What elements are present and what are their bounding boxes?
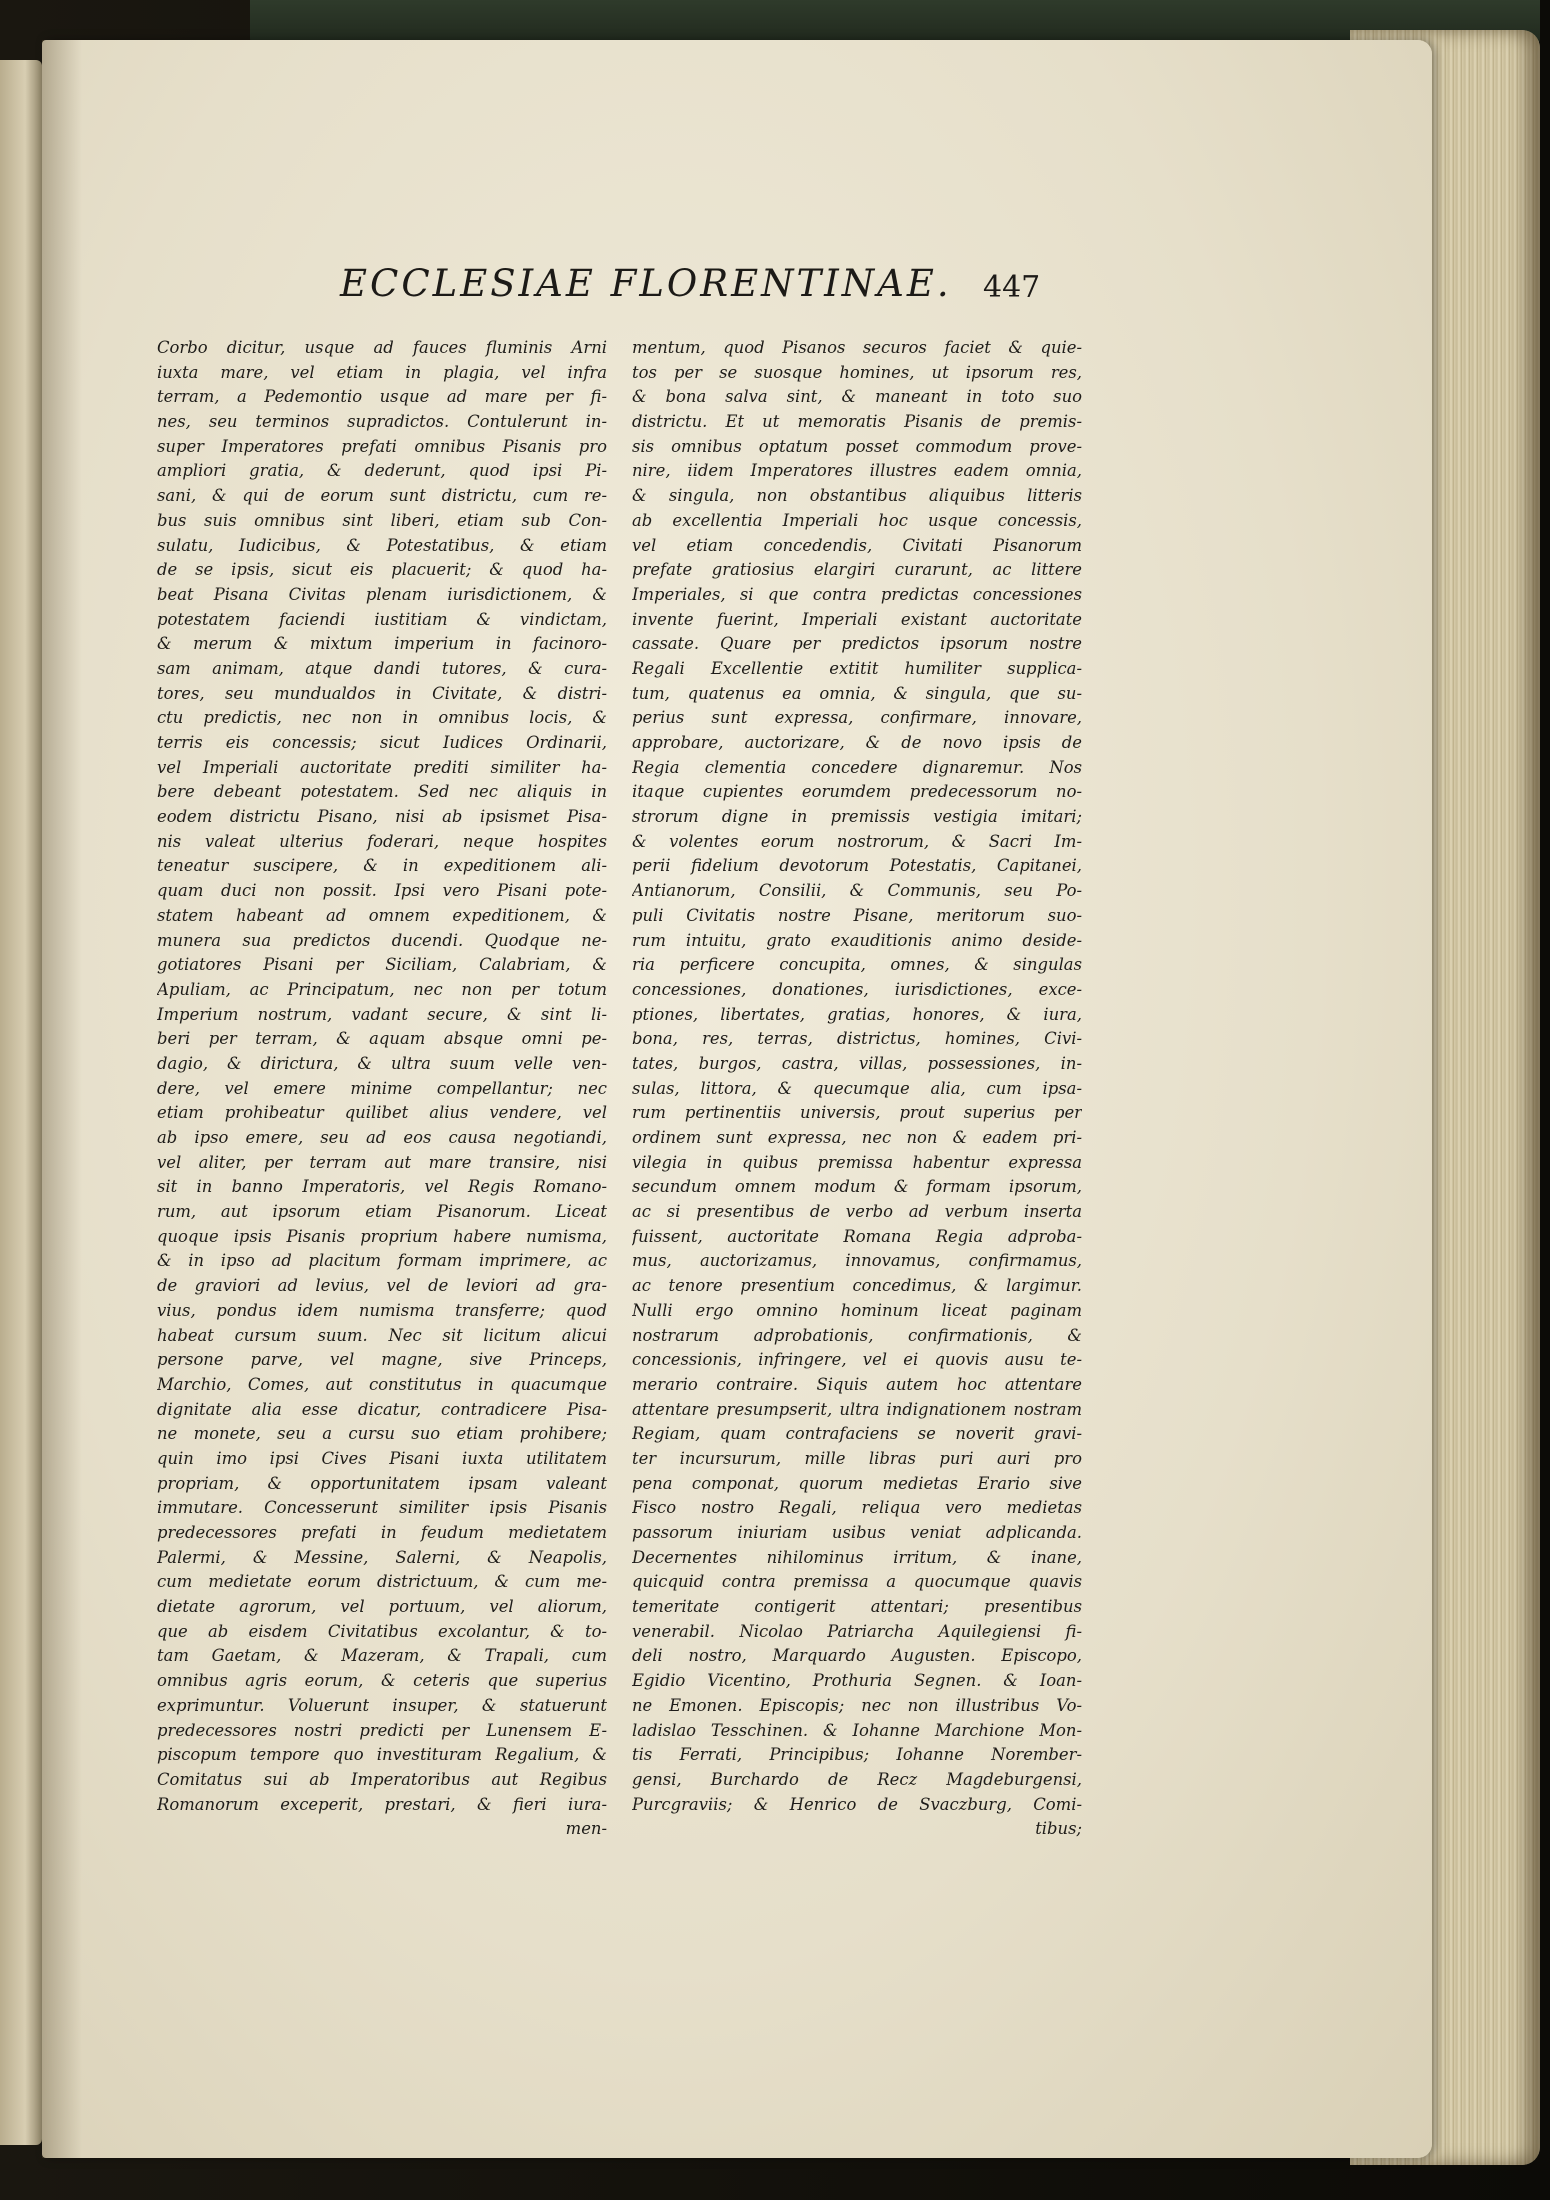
facing-page-edge <box>0 60 42 2145</box>
text-line: dietate agrorum, vel portuum, vel aliorum, <box>157 1597 607 1617</box>
text-line: etiam prohibeatur quilibet alius vendere, vel <box>157 1103 607 1123</box>
text-line: ordinem sunt expressa, nec non & eadem pri- <box>632 1128 1082 1147</box>
text-line: & merum & mixtum imperium in facinoro- <box>157 634 607 654</box>
text-line: omnibus agris eorum, & ceteris que superius <box>157 1671 607 1691</box>
text-line: concessionis, infringere, vel ei quovis ausu te- <box>632 1350 1082 1370</box>
text-line: invente fuerint, Imperiali existant auctoritate <box>632 609 1082 629</box>
text-line: nes, seu terminos supradictos. Contulerunt in- <box>157 412 607 432</box>
text-line: merario contraire. Siquis autem hoc attentare <box>632 1374 1082 1394</box>
text-line: rum pertinentiis universis, prout superius per <box>632 1103 1082 1123</box>
text-line: Nulli ergo omnino hominum liceat paginam <box>632 1300 1082 1320</box>
text-line: mentum, quod Pisanos securos faciet & quie- <box>632 338 1082 357</box>
text-line: rum, aut ipsorum etiam Pisanorum. Liceat <box>157 1202 607 1222</box>
text-line: de se ipsis, sicut eis placuerit; & quod ha- <box>157 560 607 580</box>
text-line: de graviori ad levius, vel de leviori ad gra- <box>157 1276 607 1296</box>
text-line: que ab eisdem Civitatibus excolantur, & to- <box>157 1621 607 1641</box>
text-line: Regali Excellentie extitit humiliter supplica- <box>632 658 1082 678</box>
text-line: ampliori gratia, & dederunt, quod ipsi Pi- <box>157 461 607 481</box>
text-line: quicquid contra premissa a quocumque quavis <box>632 1572 1082 1592</box>
text-line: bus suis omnibus sint liberi, etiam sub Con- <box>157 510 607 530</box>
text-line: sani, & qui de eorum sunt districtu, cum re- <box>157 486 607 506</box>
text-line: munera sua predictos ducendi. Quodque ne- <box>157 930 607 950</box>
text-line: mus, auctorizamus, innovamus, confirmamus, <box>632 1251 1082 1271</box>
text-line: sulas, littora, & quecumque alia, cum ipsa- <box>632 1078 1082 1098</box>
text-line: dagio, & dirictura, & ultra suum velle ven- <box>157 1053 607 1073</box>
text-line: attentare presumpserit, ultra indignationem nostram <box>632 1399 1082 1419</box>
text-line: eodem districtu Pisano, nisi ab ipsismet Pisa- <box>157 807 607 827</box>
text-line: ab excellentia Imperiali hoc usque concessis, <box>632 510 1082 530</box>
text-line: persone parve, vel magne, sive Princeps, <box>157 1350 607 1370</box>
text-line: Comitatus sui ab Imperatoribus aut Regibus <box>157 1769 607 1789</box>
text-line: men- <box>565 1819 607 1839</box>
text-line: super Imperatores prefati omnibus Pisanis pro <box>157 436 607 456</box>
text-line: vilegia in quibus premissa habentur expressa <box>632 1152 1082 1172</box>
text-line: beat Pisana Civitas plenam iurisdictionem, & <box>157 584 607 604</box>
text-line: tis Ferrati, Principibus; Iohanne Norember- <box>632 1745 1082 1765</box>
page-gutter <box>42 40 82 2158</box>
text-line: Palermi, & Messine, Salerni, & Neapolis, <box>157 1547 607 1567</box>
text-line: strorum digne in premissis vestigia imitari; <box>632 807 1082 827</box>
text-line: Romanorum exceperit, prestari, & fieri iura- <box>157 1794 607 1814</box>
text-line: passorum iniuriam usibus veniat adplicanda. <box>632 1523 1082 1542</box>
text-line: Decernentes nihilominus irritum, & inane, <box>632 1547 1082 1567</box>
text-line: secundum omnem modum & formam ipsorum, <box>632 1177 1082 1197</box>
text-line: vius, pondus idem numisma transferre; quod <box>157 1300 607 1320</box>
text-line: ter incursurum, mille libras puri auri pro <box>632 1448 1082 1468</box>
text-line: ctu predictis, nec non in omnibus locis, & <box>157 708 607 728</box>
text-line: & in ipso ad placitum formam imprimere, ac <box>157 1251 607 1271</box>
text-line: Fisco nostro Regali, reliqua vero medietas <box>632 1498 1082 1518</box>
text-line: itaque cupientes eorumdem predecessorum no- <box>632 782 1082 802</box>
text-line: deli nostro, Marquardo Augusten. Episcopo, <box>632 1646 1082 1666</box>
text-line: quin imo ipsi Cives Pisani iuxta utilitatem <box>157 1448 607 1468</box>
right-text-column <box>632 336 1082 1842</box>
text-line: Regiam, quam contrafaciens se noverit gravi- <box>632 1424 1082 1444</box>
text-line: sit in banno Imperatoris, vel Regis Romano- <box>157 1177 607 1197</box>
text-line: & bona salva sint, & maneant in toto suo <box>632 387 1082 407</box>
text-line: ne monete, seu a cursu suo etiam prohibere; <box>157 1424 607 1444</box>
text-line: vel Imperiali auctoritate prediti similiter ha- <box>157 757 607 777</box>
text-line: ac tenore presentium concedimus, & largimur. <box>632 1276 1082 1296</box>
text-line: tam Gaetam, & Mazeram, & Trapali, cum <box>157 1646 607 1666</box>
text-line: ptiones, libertates, gratias, honores, & iura, <box>632 1004 1082 1024</box>
text-line: Imperium nostrum, vadant secure, & sint li- <box>157 1004 607 1024</box>
text-line: exprimuntur. Voluerunt insuper, & statuerunt <box>157 1695 607 1715</box>
text-line: concessiones, donationes, iurisdictiones, exce- <box>632 979 1082 999</box>
text-line: Regia clementia concedere dignaremur. Nos <box>632 757 1082 777</box>
text-line: dignitate alia esse dicatur, contradicere Pisa- <box>157 1399 607 1419</box>
text-line: gotiatores Pisani per Siciliam, Calabriam, & <box>157 955 607 975</box>
text-line: tum, quatenus ea omnia, & singula, que su- <box>632 683 1082 703</box>
text-line: nis valeat ulterius foderari, neque hospites <box>157 831 607 851</box>
text-line: vel etiam concedendis, Civitati Pisanorum <box>632 535 1082 555</box>
text-line: perius sunt expressa, confirmare, innovare, <box>632 708 1082 728</box>
text-line: ne Emonen. Episcopis; nec non illustribus Vo- <box>632 1695 1082 1715</box>
text-line: tos per se suosque homines, ut ipsorum res, <box>632 362 1082 382</box>
text-line: Egidio Vicentino, Prothuria Segnen. & Ioan- <box>632 1671 1082 1691</box>
text-line: terram, a Pedemontio usque ad mare per fi- <box>157 387 607 407</box>
text-line: perii fidelium devotorum Potestatis, Capitanei, <box>632 856 1082 876</box>
text-line: nire, iidem Imperatores illustres eadem omnia, <box>632 461 1082 481</box>
text-line: beri per terram, & aquam absque omni pe- <box>157 1029 607 1049</box>
text-line: tates, burgos, castra, villas, possessiones, in- <box>632 1053 1082 1073</box>
text-line: quam duci non possit. Ipsi vero Pisani pote- <box>157 881 607 901</box>
text-line: habeat cursum suum. Nec sit licitum alicui <box>157 1325 607 1345</box>
text-line: iuxta mare, vel etiam in plagia, vel infra <box>157 362 607 382</box>
text-line: tores, seu mundualdos in Civitate, & distri- <box>157 683 607 703</box>
text-line: rum intuitu, grato exauditionis animo deside- <box>632 930 1082 950</box>
text-line: immutare. Concesserunt similiter ipsis Pisanis <box>157 1498 607 1518</box>
text-line: propriam, & opportunitatem ipsam valeant <box>157 1473 607 1493</box>
text-line: cum medietate eorum districtuum, & cum me- <box>157 1572 607 1592</box>
page-number: 447 <box>983 270 1041 305</box>
left-text-column <box>157 336 607 1842</box>
text-line: Antianorum, Consilii, & Communis, seu Po- <box>632 881 1082 901</box>
text-line: predecessores nostri predicti per Lunensem E- <box>157 1720 607 1740</box>
text-line: gensi, Burchardo de Recz Magdeburgensi, <box>632 1769 1082 1789</box>
text-line: bona, res, terras, districtus, homines, Civi- <box>632 1029 1082 1049</box>
text-line: ria perficere concupita, omnes, & singulas <box>632 955 1082 975</box>
text-line: tibus; <box>1035 1819 1082 1839</box>
text-line: districtu. Et ut memoratis Pisanis de premis- <box>632 412 1082 432</box>
text-line: ab ipso emere, seu ad eos causa negotiandi, <box>157 1128 607 1147</box>
text-line: Marchio, Comes, aut constitutus in quacumque <box>157 1374 607 1394</box>
text-line: predecessores prefati in feudum medietatem <box>157 1523 607 1542</box>
text-line: Imperiales, si que contra predictas concessiones <box>632 584 1082 604</box>
text-line: vel aliter, per terram aut mare transire, nisi <box>157 1152 607 1172</box>
running-title: ECCLESIAE FLORENTINAE. <box>340 262 952 305</box>
text-line: fuissent, auctoritate Romana Regia adproba- <box>632 1226 1082 1246</box>
text-line: cassate. Quare per predictos ipsorum nostre <box>632 634 1082 654</box>
page-header <box>340 262 1060 322</box>
text-line: ladislao Tesschinen. & Iohanne Marchione Mon- <box>632 1720 1082 1740</box>
text-line: statem habeant ad omnem expeditionem, & <box>157 905 607 925</box>
text-line: sulatu, Iudicibus, & Potestatibus, & etiam <box>157 535 607 555</box>
text-line: Apuliam, ac Principatum, nec non per totum <box>157 979 607 999</box>
text-line: piscopum tempore quo investituram Regalium, & <box>157 1745 607 1765</box>
text-line: sam animam, atque dandi tutores, & cura- <box>157 658 607 678</box>
text-line: & singula, non obstantibus aliquibus litteris <box>632 486 1082 506</box>
text-line: prefate gratiosius elargiri curarunt, ac littere <box>632 560 1082 580</box>
text-line: approbare, auctorizare, & de novo ipsis de <box>632 733 1082 752</box>
text-line: Corbo dicitur, usque ad fauces fluminis Arni <box>157 338 607 357</box>
text-line: nostrarum adprobationis, confirmationis, & <box>632 1325 1082 1345</box>
text-line: ac si presentibus de verbo ad verbum inserta <box>632 1202 1082 1222</box>
text-line: venerabil. Nicolao Patriarcha Aquilegiensi fi- <box>632 1621 1082 1641</box>
text-line: sis omnibus optatum posset commodum prove- <box>632 436 1082 456</box>
text-line: terris eis concessis; sicut Iudices Ordinarii, <box>157 733 607 752</box>
text-line: potestatem faciendi iustitiam & vindictam, <box>157 609 607 629</box>
text-line: puli Civitatis nostre Pisane, meritorum suo- <box>632 905 1082 925</box>
text-line: teneatur suscipere, & in expeditionem ali- <box>157 856 607 876</box>
text-line: quoque ipsis Pisanis proprium habere numisma, <box>157 1226 607 1246</box>
text-line: dere, vel emere minime compellantur; nec <box>157 1078 607 1098</box>
text-line: pena componat, quorum medietas Erario sive <box>632 1473 1082 1493</box>
text-line: bere debeant potestatem. Sed nec aliquis in <box>157 782 607 802</box>
text-line: Purcgraviis; & Henrico de Svaczburg, Comi- <box>632 1794 1082 1814</box>
text-line: & volentes eorum nostrorum, & Sacri Im- <box>632 831 1082 851</box>
text-line: temeritate contigerit attentari; presentibus <box>632 1597 1082 1617</box>
